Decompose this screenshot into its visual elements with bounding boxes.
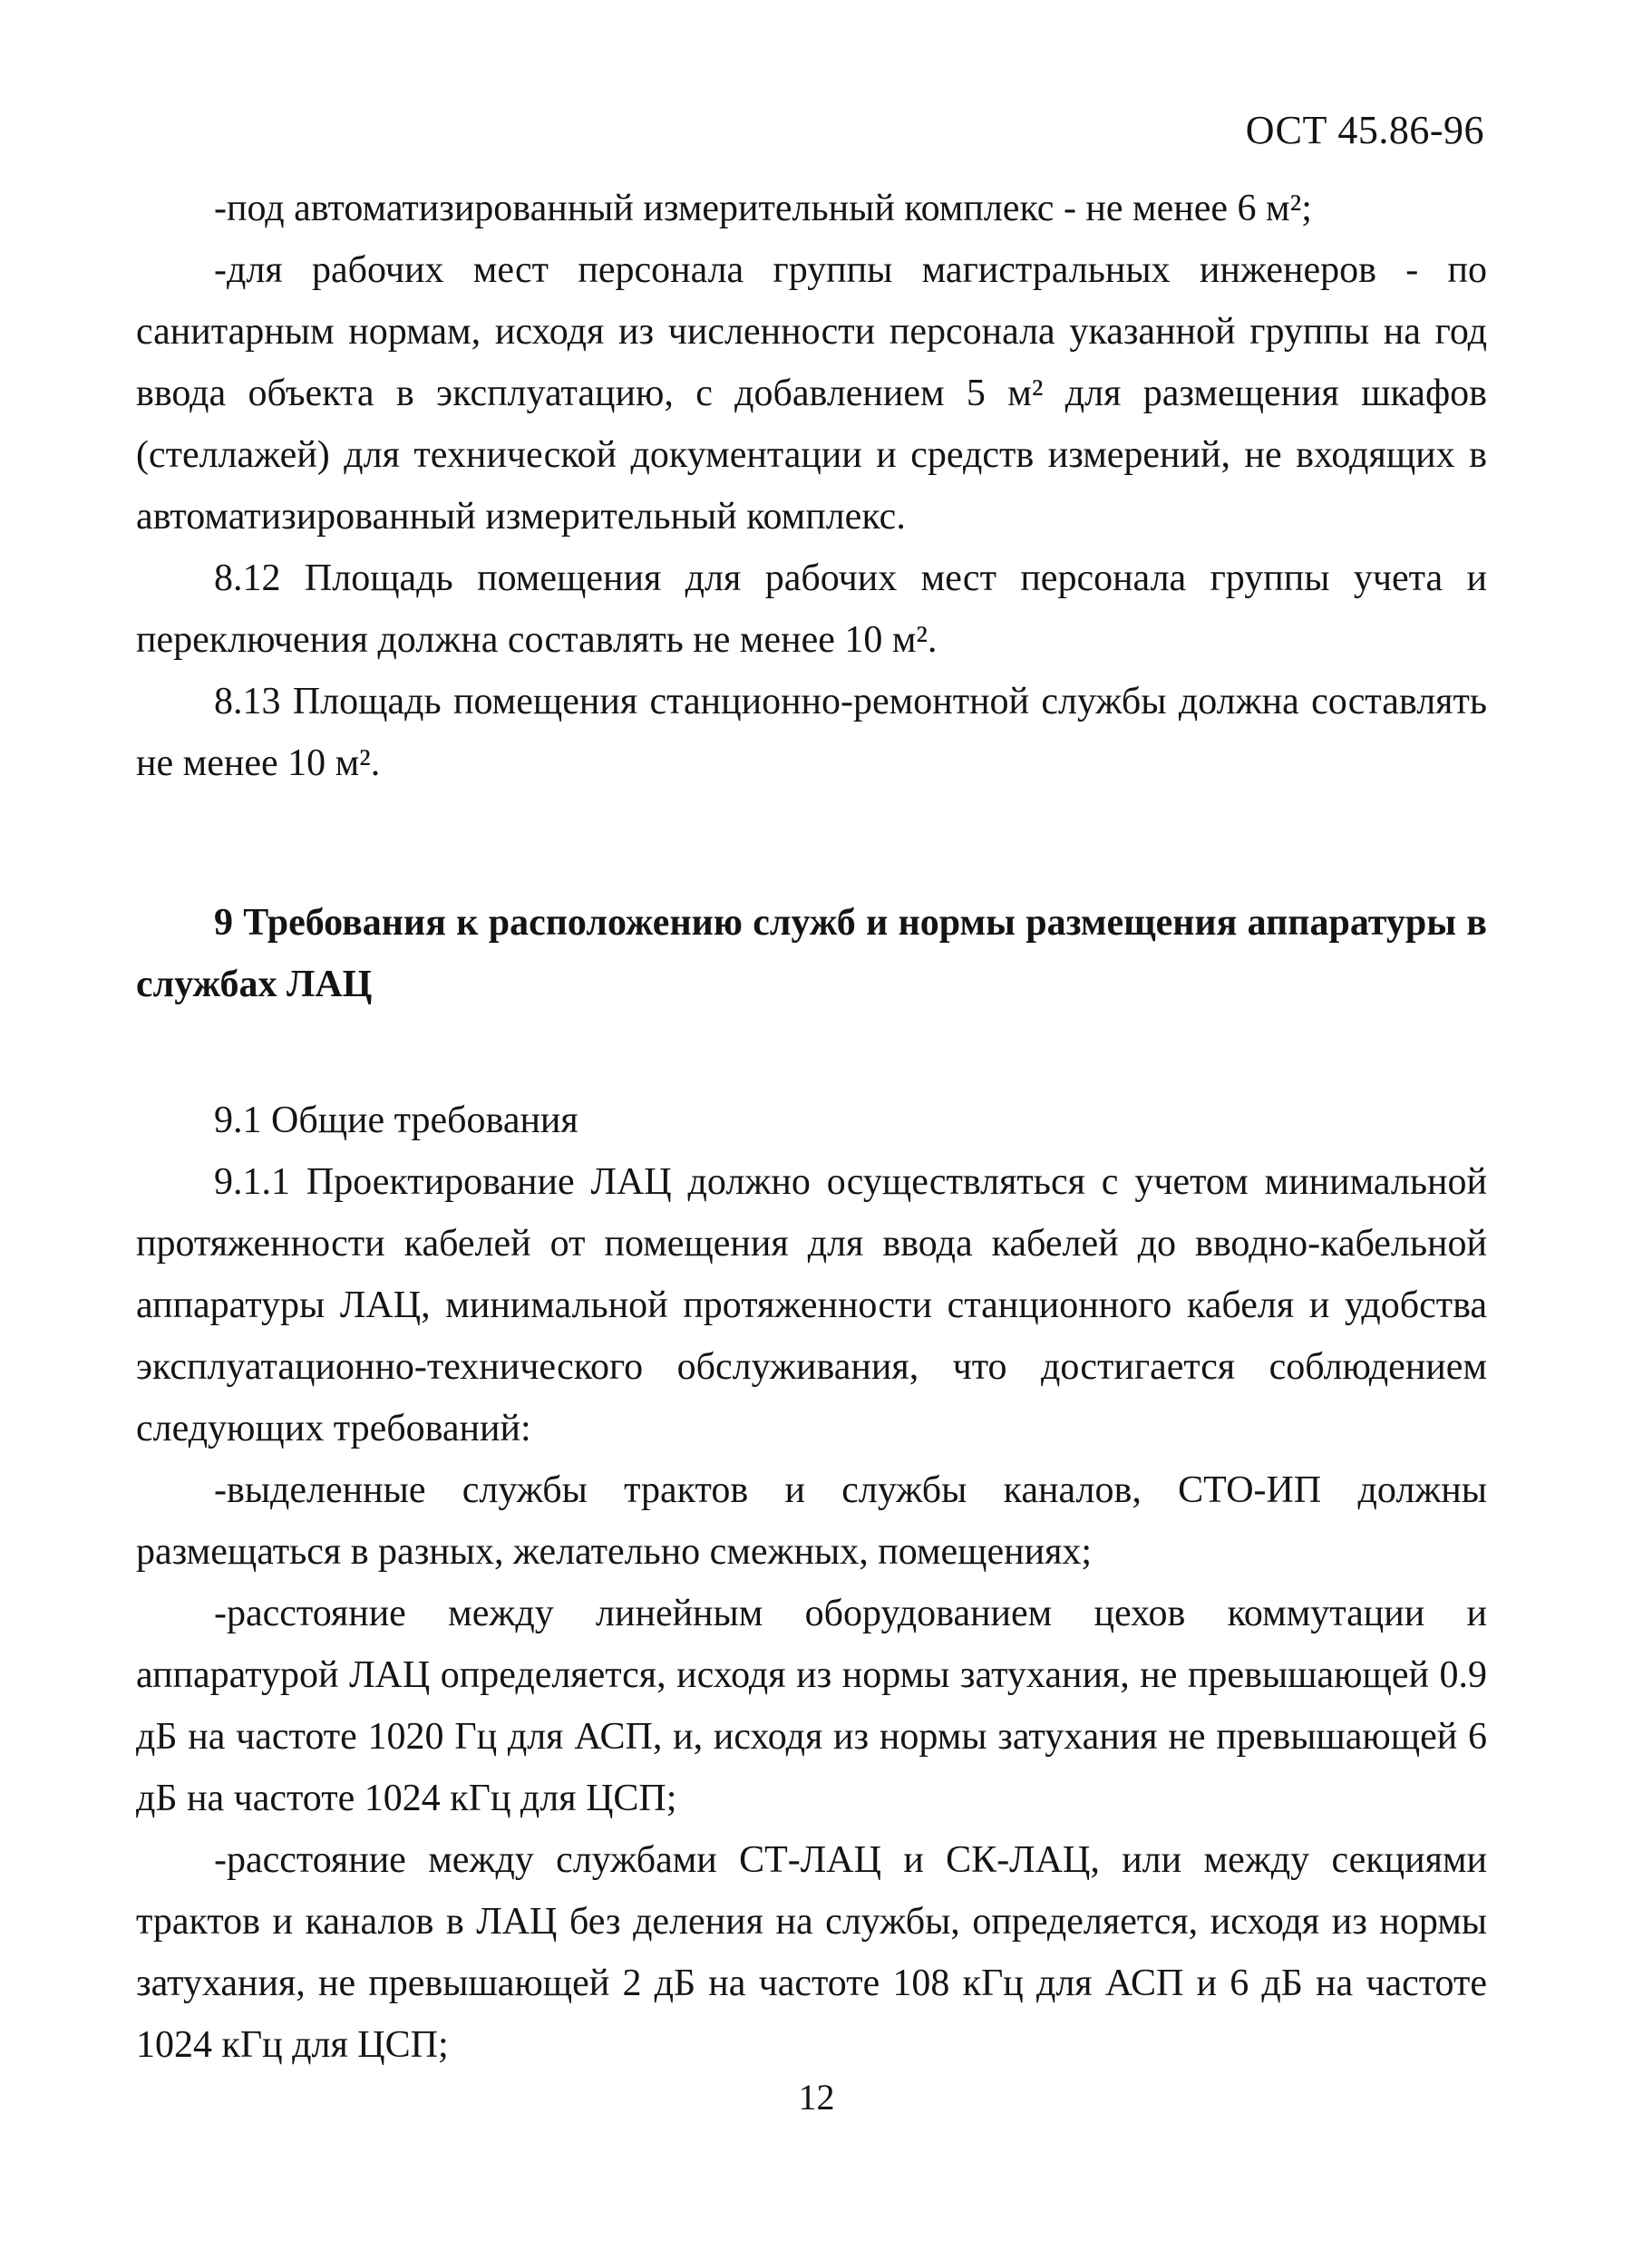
- section-heading: 9 Требования к расположению служб и нормы размещения аппаратуры в службах ЛАЦ: [136, 902, 1487, 1005]
- document-code: ОСТ 45.86-96: [1245, 108, 1484, 152]
- paragraph: -расстояние между службами СТ-ЛАЦ и СК-ЛАЦ, или между секциями трактов и каналов в ЛАЦ без деления на службы, определяется, исходя из нормы затухания, не превышающей 2 дБ на частоте 108 кГц для АСП и 6 дБ на частоте 1024 кГц для ЦСП;: [136, 1839, 1487, 2066]
- paragraph: -для рабочих мест персонала группы магистральных инженеров - по санитарным нормам, исходя из численности персонала указанной группы на год ввода объекта в эксплуатацию, с добавлением 5 м² для размещения шкафов (стеллажей) для технической документации и средств измерений, не входящих в автоматизированный измерительный комплекс.: [136, 249, 1487, 538]
- paragraph: -выделенные службы трактов и службы каналов, СТО-ИП должны размещаться в разных, желательно смежных, помещениях;: [136, 1469, 1487, 1573]
- paragraph: -расстояние между линейным оборудованием цехов коммутации и аппаратурой ЛАЦ определяется, исходя из нормы затухания, не превышающей 0.9 дБ на частоте 1020 Гц для АСП, и, исходя из нормы затухания не превышающей 6 дБ на частоте 1024 кГц для ЦСП;: [136, 1593, 1487, 1819]
- paragraph: 8.12 Площадь помещения для рабочих мест персонала группы учета и переключения должна составлять не менее 10 м².: [136, 557, 1487, 661]
- paragraph: 9.1.1 Проектирование ЛАЦ должно осуществляться с учетом минимальной протяженности кабелей от помещения для ввода кабелей до вводно-кабельной аппаратуры ЛАЦ, минимальной протяженности станционного кабеля и удобства эксплуатационно-технического обслуживания, что достигается соблюдением следующих требований:: [136, 1161, 1487, 1449]
- body-text-bottom: [136, 1090, 1487, 2076]
- page-number: 12: [798, 2077, 835, 2118]
- paragraph: -под автоматизированный измерительный комплекс - не менее 6 м²;: [214, 188, 1312, 229]
- subsection-heading: 9.1 Общие требования: [214, 1100, 578, 1141]
- paragraph: 8.13 Площадь помещения станционно-ремонтной службы должна составлять не менее 10 м².: [136, 681, 1487, 784]
- body-text-top: [136, 178, 1487, 794]
